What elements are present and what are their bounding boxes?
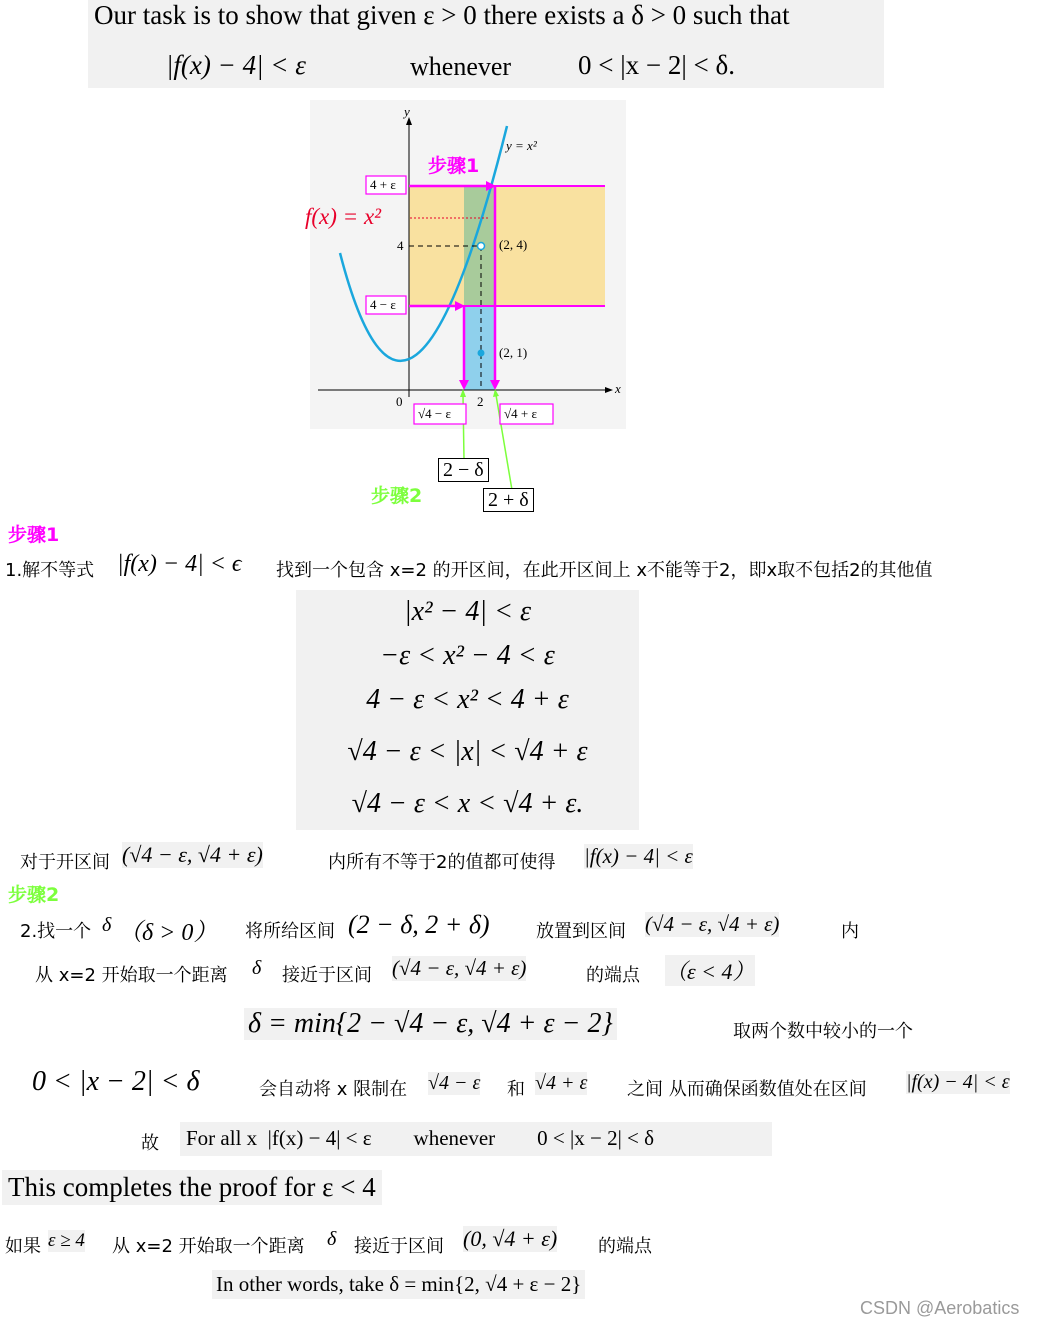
- header-condition: 0 < |x − 2| < δ.: [578, 50, 735, 80]
- step2-forall: [180, 1122, 772, 1156]
- epsilon-delta-figure: [0, 0, 1042, 520]
- step2-line1-d: 内: [841, 921, 859, 942]
- step2-forall-text: For all x |f(x) − 4| < ε whenever 0 < |x − 2| < δ: [186, 1126, 655, 1150]
- delta-band-blue: [464, 306, 495, 390]
- case2-interval: (0, √4 + ε): [463, 1226, 558, 1251]
- step2-line1-interval: (2 − δ, 2 + δ): [348, 910, 490, 939]
- step2-delta-note: 取两个数中较小的一个: [733, 1021, 913, 1042]
- step2-line1-a: 2.找一个: [20, 921, 92, 942]
- case2-other-words: In other words, take δ = min{2, √4 + ε − 2}: [212, 1270, 585, 1299]
- step2-line2-b: 接近于区间: [282, 965, 372, 986]
- step1-eq5: √4 − ε < x < √4 + ε.: [351, 788, 584, 819]
- figure-step2-label: 步骤2: [371, 485, 423, 507]
- tick-4-minus-label: 4 − ε: [370, 297, 396, 312]
- step2-line4-and: 和: [507, 1079, 525, 1100]
- y-axis-label: y: [404, 104, 410, 119]
- step2-line2-delta: δ: [252, 957, 262, 979]
- step1-eq4: √4 − ε < |x| < √4 + ε: [347, 736, 588, 767]
- curve-label: y = x²: [506, 138, 537, 153]
- case2-d: 的端点: [598, 1236, 652, 1257]
- step2-line1-b: 将所给区间: [245, 921, 335, 942]
- figure-step1-label: 步骤1: [428, 155, 480, 177]
- step1-desc-math: |f(x) − 4| < ϵ: [117, 551, 242, 577]
- step1-eq1: |x² − 4| < ε: [403, 596, 532, 627]
- two-minus-delta-box: 2 − δ: [438, 458, 489, 482]
- sqrt-plus-label: √4 + ε: [504, 406, 537, 421]
- step2-line2-interval: (√4 − ε, √4 + ε): [392, 956, 527, 980]
- step2-delta-formula: δ = min{2 − √4 − ε, √4 + ε − 2}: [244, 1008, 617, 1040]
- header-whenever: whenever: [410, 52, 512, 81]
- step2-line4-b: 之间 从而确保函数值处在区间: [627, 1079, 867, 1100]
- step2-therefore: 故: [141, 1133, 159, 1154]
- step2-line4-sqrt1: √4 − ε: [428, 1072, 481, 1094]
- tick-4-label: 4: [397, 238, 404, 253]
- tick-2-label: 2: [477, 394, 484, 409]
- step1-conclusion-prefix: 对于开区间: [20, 852, 110, 873]
- step2-line4-math: 0 < |x − 2| < δ: [32, 1066, 200, 1097]
- step2-line1-paren: （δ > 0）: [118, 920, 218, 946]
- case2-a: 如果: [5, 1236, 41, 1257]
- two-plus-delta-box: 2 + δ: [483, 488, 534, 512]
- step1-desc-prefix: 1.解不等式: [5, 560, 95, 581]
- step2-line2-a: 从 x=2 开始取一个距离: [35, 965, 228, 986]
- step1-conclusion-interval: (√4 − ε, √4 + ε): [122, 842, 263, 867]
- step1-desc-suffix: 找到一个包含 x=2 的开区间，在此开区间上 x不能等于2，即x取不包括2的其他值: [276, 560, 933, 581]
- step2-line1-c: 放置到区间: [536, 921, 626, 942]
- completion-text: This completes the proof for ε < 4: [2, 1170, 382, 1205]
- tick-4-plus-label: 4 + ε: [370, 177, 396, 192]
- step1-conclusion-mid: 内所有不等于2的值都可使得: [328, 852, 556, 873]
- step1-conclusion-math: |f(x) − 4| < ε: [584, 844, 693, 868]
- point-2-1-marker: [478, 350, 485, 357]
- step2-heading: 步骤2: [8, 884, 60, 906]
- fx-label: f(x) = x²: [305, 204, 382, 229]
- point-2-1-label: (2, 1): [499, 345, 528, 360]
- step1-eq3: 4 − ε < x² < 4 + ε: [366, 684, 569, 715]
- sqrt-minus-label: √4 − ε: [418, 406, 451, 421]
- step1-eq2: −ε < x² − 4 < ε: [380, 640, 555, 671]
- step2-line2-cond: （ε < 4）: [665, 955, 755, 986]
- point-2-4-label: (2, 4): [499, 237, 528, 252]
- step2-line4-sqrt2: √4 + ε: [535, 1072, 588, 1094]
- step2-line1-delta: δ: [102, 914, 112, 936]
- step1-heading: 步骤1: [8, 524, 60, 546]
- origin-label: 0: [396, 394, 403, 409]
- header-inequality: |f(x) − 4| < ε: [166, 50, 306, 80]
- watermark: CSDN @Aerobatics: [860, 1298, 1020, 1318]
- point-2-4-marker: [478, 243, 485, 250]
- case2-c: 接近于区间: [354, 1236, 444, 1257]
- case2-cond: ε ≥ 4: [48, 1230, 85, 1251]
- header-line1: Our task is to show that given ε > 0 there exists a δ > 0 such that: [94, 0, 790, 30]
- x-axis-label: x: [615, 381, 621, 396]
- case2-delta: δ: [327, 1228, 337, 1250]
- step2-line2-c: 的端点: [586, 965, 640, 986]
- step2-line1-target: (√4 − ε, √4 + ε): [645, 912, 780, 936]
- step2-line4-math2: |f(x) − 4| < ε: [906, 1071, 1010, 1093]
- step2-line4-a: 会自动将 x 限制在: [259, 1079, 408, 1100]
- case2-b: 从 x=2 开始取一个距离: [112, 1236, 305, 1257]
